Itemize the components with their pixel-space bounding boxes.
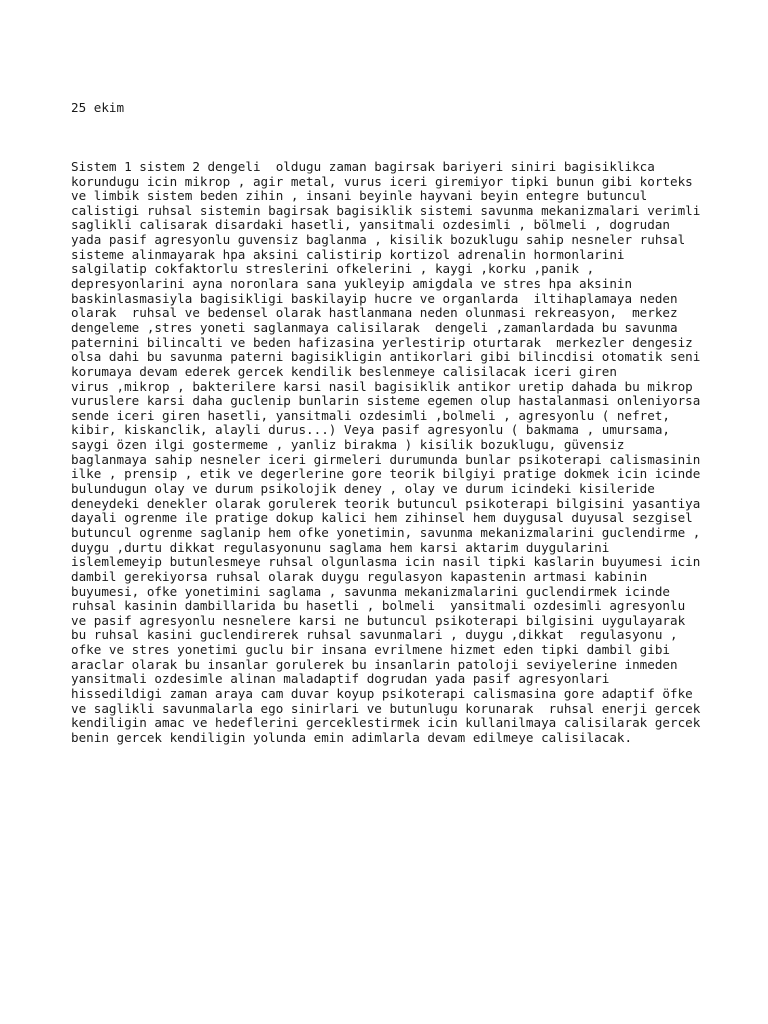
paragraph-line: ruhsal kasinin dambillarida bu hasetli , bolmeli yansitmali ozdesimli agresyonlu (71, 598, 686, 614)
paragraph-line: vuruslere karsi daha guclenip bunlarin sisteme egemen olup hastalanmasi onleniyorsa (71, 393, 701, 409)
paragraph-line: sisteme alinmayarak hpa aksini calistirip kortizol adrenalin hormonlarini (71, 246, 625, 262)
paragraph-line: butuncul ogrenme saglanip hem ofke yonetimin, savunma mekanizmalarini guclendirme , (71, 524, 701, 540)
paragraph-line: kendiligin amac ve hedeflerini gerceklestirmek icin kullanilmaya calisilarak gercek (71, 715, 701, 731)
paragraph-line: buyumesi, ofke yonetimini saglama , savunma mekanizmalarini guclendirmek icinde (71, 583, 670, 599)
paragraph-line: bulundugun olay ve durum psikolojik deney , olay ve durum icindeki kisileride (71, 481, 655, 497)
paragraph-line: calistigi ruhsal sistemin bagirsak bagisiklik sistemi savunma mekanizmalari verimli (71, 202, 701, 218)
paragraph-line: ve saglikli savunmalarla ego sinirlari ve butunlugu korunarak ruhsal enerji gercek (71, 700, 701, 716)
paragraph-line: Sistem 1 sistem 2 dengeli oldugu zaman bagirsak bariyeri siniri bagisiklikca (71, 158, 655, 174)
paragraph-line: saglikli calisarak disardaki hasetli, yansitmali ozdesimli , bölmeli , dogrudan (71, 217, 670, 233)
paragraph-line: benin gercek kendiligin yolunda emin adimlarla devam edilmeye calisilacak. (71, 729, 633, 745)
paragraph-line: salgilatip cokfaktorlu streslerini ofkelerini , kaygi ,korku ,panik , (71, 261, 595, 277)
paragraph-line: ilke , prensip , etik ve degerlerine gore teorik bilgiyi pratige dokmek icin icinde (71, 466, 701, 482)
paragraph-line: kibir, kiskanclik, alayli durus...) Veya pasif agresyonlu ( bakmama , umursama, (71, 422, 670, 438)
paragraph-line: ofke ve stres yonetimi guclu bir insana evrilmene hizmet eden tipki dambil gibi (71, 642, 670, 658)
paragraph-line: dayali ogrenme ile pratige dokup kalici hem zihinsel hem duygusal duyusal sezgisel (71, 510, 693, 526)
paragraph-line: deneydeki denekler olarak gorulerek teorik butuncul psikoterapi bilgisini yasantiya (71, 495, 701, 511)
paragraph-line: korundugu icin mikrop , agir metal, vurus iceri giremiyor tipki bunun gibi korteks (71, 173, 693, 189)
paragraph-line: virus ,mikrop , bakterilere karsi nasil bagisiklik antikor uretip dahada bu mikrop (71, 378, 693, 394)
paragraph-line: duygu ,durtu dikkat regulasyonunu saglama hem karsi aktarim duygularini (71, 539, 610, 555)
paragraph-line: dambil gerekiyorsa ruhsal olarak duygu regulasyon kapastenin artmasi kabinin (71, 568, 648, 584)
paragraph-line: ve limbik sistem beden zihin , insani beyinle hayvani beyin entegre butuncul (71, 188, 648, 204)
paragraph-line: bu ruhsal kasini guclendirerek ruhsal savunmalari , duygu ,dikkat regulasyonu , (71, 627, 678, 643)
paragraph-line: araclar olarak bu insanlar gorulerek bu insanlarin patoloji seviyelerine inmeden (71, 656, 678, 672)
paragraph-line: saygi özen ilgi gostermeme , yanliz birakma ) kisilik bozuklugu, güvensiz (71, 437, 625, 453)
paragraph-line: baskinlasmasiyla bagisikligi baskilayip hucre ve organlarda iltihaplamaya neden (71, 290, 678, 306)
paragraph-line: hissedildigi zaman araya cam duvar koyup psikoterapi calismasina gore adaptif öfke (71, 685, 693, 701)
paragraph-line: yada pasif agresyonlu guvensiz baglanma , kisilik bozuklugu sahip nesneler ruhsal (71, 232, 686, 248)
paragraph-line: korumaya devam ederek gercek kendilik beslenmeye calisilacak iceri giren (71, 363, 617, 379)
paragraph-line: yansitmali ozdesimle alinan maladaptif dogrudan yada pasif agresyonlari (71, 671, 610, 687)
paragraph-line: islemlemeyip butunlesmeye ruhsal olgunlasma icin nasil tipki kaslarin buyumesi icin (71, 554, 701, 570)
paragraph-line: dengeleme ,stres yoneti saglanmaya calisilarak dengeli ,zamanlardada bu savunma (71, 319, 678, 335)
paragraph-line: paternini bilincalti ve beden hafizasina yerlestirip oturtarak merkezler dengesiz (71, 334, 693, 350)
paragraph-line: olsa dahi bu savunma paterni bagisikligin antikorlari gibi bilincdisi otomatik seni (71, 349, 701, 365)
document-paragraph (71, 160, 711, 746)
document-date: 25 ekim (71, 100, 125, 116)
paragraph-line: baglanmaya sahip nesneler iceri girmeleri durumunda bunlar psikoterapi calismasinin (71, 451, 701, 467)
paragraph-line: sende iceri giren hasetli, yansitmali ozdesimli ,bolmeli , agresyonlu ( nefret, (71, 407, 670, 423)
paragraph-line: ve pasif agresyonlu nesnelere karsi ne butuncul psikoterapi bilgisini uygulayarak (71, 612, 686, 628)
paragraph-line: depresyonlarini ayna noronlara sana yukleyip amigdala ve stres hpa aksinin (71, 276, 633, 292)
paragraph-line: olarak ruhsal ve bedensel olarak hastlanmana neden olunmasi rekreasyon, merkez (71, 305, 678, 321)
document-body (71, 72, 711, 775)
